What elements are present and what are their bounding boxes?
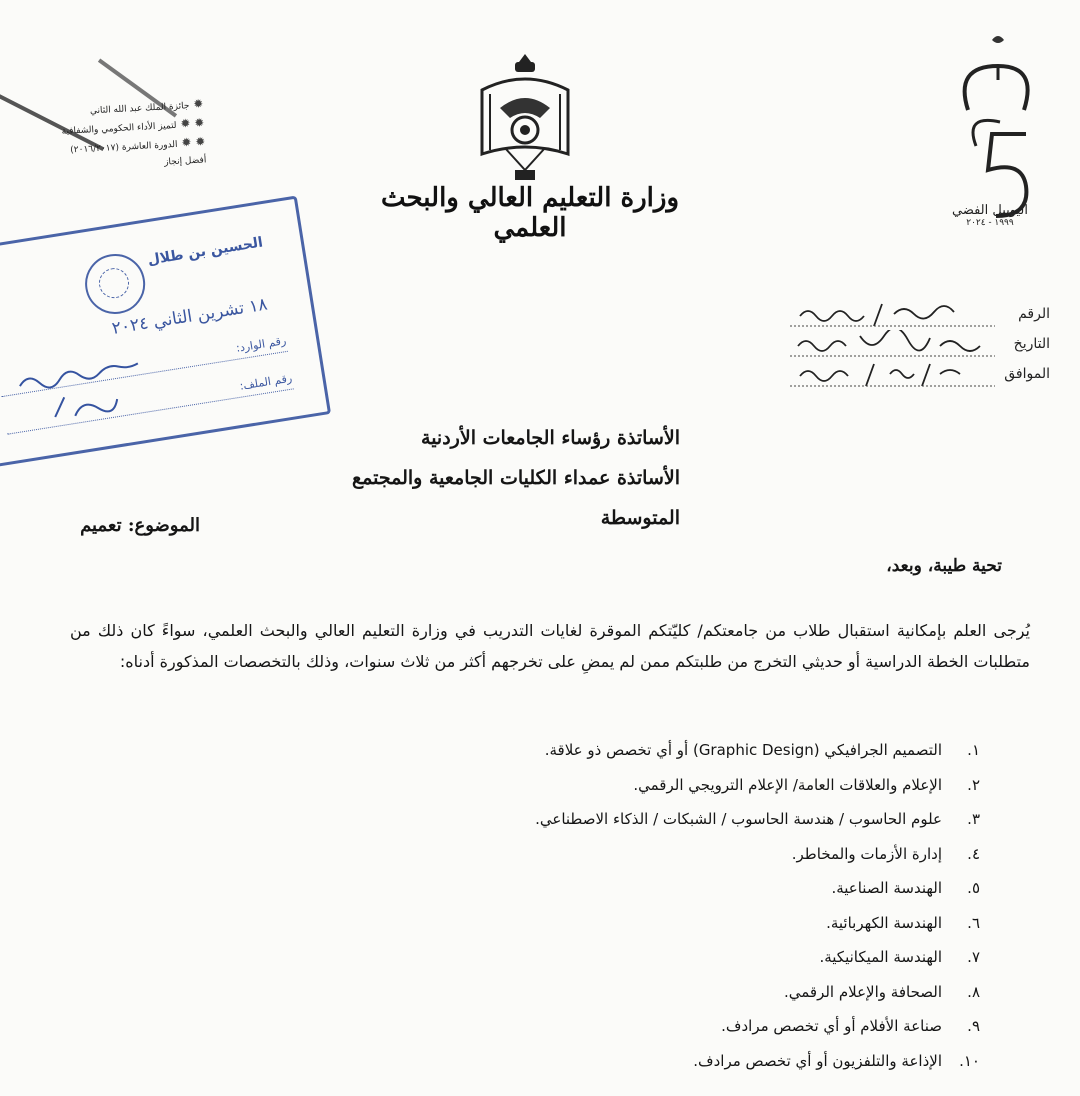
list-item: ١٠. الإذاعة والتلفزيون أو أي تخصص مرادف.	[693, 1051, 980, 1070]
recipients	[300, 418, 680, 538]
university-seal-icon	[81, 250, 150, 319]
stamp-file-number-field: رقم الملف:	[5, 372, 294, 435]
reference-date-line	[790, 330, 1050, 360]
award-line: ✹ ✹لتميز الأداء الحكومي والشفافية	[61, 115, 205, 137]
ministry-name: وزارة التعليم العالي والبحث العلمي	[380, 183, 680, 243]
reference-corresponding-line	[790, 360, 1050, 390]
award-mark	[28, 95, 207, 178]
stamp-university-name: الحسين بن طلال	[146, 234, 264, 269]
list-item: ٣. علوم الحاسوب / هندسة الحاسوب / الشبكات / الذكاء الاصطناعي.	[535, 810, 980, 829]
reference-corresponding-label: الموافق	[1004, 366, 1050, 382]
stamp-incoming-number-field: رقم الوارد:	[0, 334, 288, 397]
list-item: ٤. إدارة الأزمات والمخاطر.	[791, 844, 980, 863]
specializations-list	[360, 733, 980, 1078]
jubilee-caption: اليوبيل الفضي ١٩٩٩ - ٢٠٢٤	[952, 203, 1028, 228]
award-line: ✹ ✹الدورة العاشرة (٢٠١٦/٢٠١٧)	[70, 134, 206, 156]
handwritten-gregorian-date-icon	[790, 360, 995, 388]
recipient-line: الأساتذة رؤساء الجامعات الأردنية	[421, 427, 680, 449]
reference-number-label: الرقم	[1018, 306, 1050, 322]
handwritten-hijri-date-icon	[790, 330, 995, 358]
star-icon: ✹ ✹	[180, 115, 205, 131]
reference-number-line	[790, 300, 1050, 330]
stamp-date: ١٨ تشرين الثاني ٢٠٢٤	[110, 294, 269, 339]
star-icon: ✹	[192, 96, 204, 111]
list-item: ٥. الهندسة الصناعية.	[831, 879, 980, 898]
list-item: ١. التصميم الجرافيكي (Graphic Design) أو أي تخصص ذو علاقة.	[544, 741, 980, 760]
list-item: ٢. الإعلام والعلاقات العامة/ الإعلام الترويجي الرقمي.	[633, 775, 980, 794]
recipient-line: الأساتذة عمداء الكليات الجامعية والمجتمع المتوسطة	[352, 467, 680, 529]
award-line: أفضل إنجاز	[163, 155, 207, 168]
reference-date-label: التاريخ	[1013, 336, 1050, 352]
list-item: ٨. الصحافة والإعلام الرقمي.	[783, 982, 980, 1001]
subject-line: الموضوع: تعميم	[80, 515, 200, 536]
handwritten-entry-icon	[7, 344, 156, 435]
list-item: ٩. صناعة الأفلام أو أي تخصص مرادف.	[721, 1017, 980, 1036]
award-line: ✹جائزة الملك عبد الله الثاني	[89, 96, 204, 117]
handwritten-number-icon	[790, 300, 995, 328]
list-item: ٧. الهندسة الميكانيكية.	[819, 948, 980, 967]
list-item: ٦. الهندسة الكهربائية.	[826, 913, 980, 932]
royal-emblem-icon	[470, 50, 580, 190]
body-paragraph: يُرجى العلم بإمكانية استقبال طلاب من جامعتكم/ كليّتكم الموقرة لغايات التدريب في وزارة التعليم العالي والبحث العلمي، سواءً كان ذلك من متطلبات الخطة الدراسية أو حديثي التخرج من طلبتكم ممن لم يمضِ على تخرجهم أكثر من ثلاث سنوات، وذلك بالتخصصات المذكورة أدناه:	[70, 621, 1030, 671]
incoming-stamp	[0, 196, 331, 470]
reference-block	[790, 300, 1050, 390]
greeting: تحية طيبة، وبعد،	[886, 556, 1002, 576]
star-icon: ✹ ✹	[181, 134, 206, 150]
